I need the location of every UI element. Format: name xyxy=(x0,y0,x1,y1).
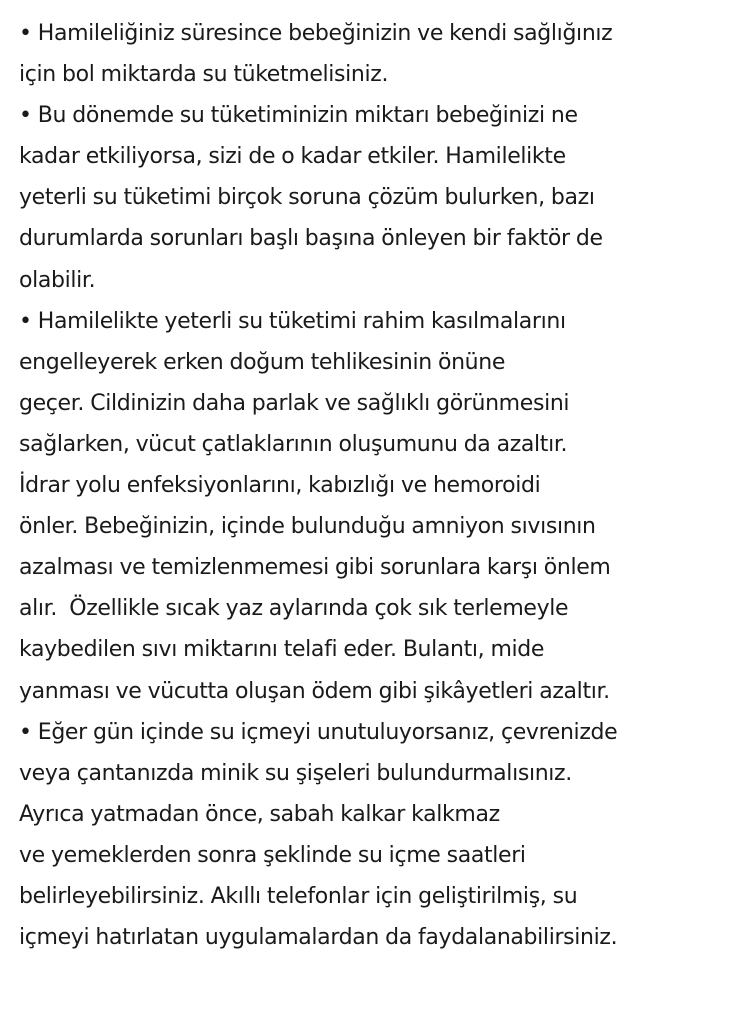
paragraph-2 xyxy=(19,95,739,300)
text-line: geçer. Cildinizin daha parlak ve sağlıklı görünmesini xyxy=(19,390,570,416)
text-line: belirleyebilirsiniz. Akıllı telefonlar için geliştirilmiş, su xyxy=(19,883,578,909)
text-line: engelleyerek erken doğum tehlikesinin önüne xyxy=(19,349,506,375)
paragraph-4 xyxy=(19,712,739,959)
text-line: kadar etkiliyorsa, sizi de o kadar etkiler. Hamilelikte xyxy=(19,144,566,170)
paragraph-3 xyxy=(19,301,739,712)
text-line: ve yemeklerden sonra şeklinde su içme saatleri xyxy=(19,842,526,868)
paragraph-1 xyxy=(19,13,739,95)
text-line: • Bu dönemde su tüketiminizin miktarı bebeğinizi ne xyxy=(19,103,578,129)
text-line: yanması ve vücutta oluşan ödem gibi şikâyetleri azaltır. xyxy=(19,678,610,704)
text-line: Ayrıca yatmadan önce, sabah kalkar kalkmaz xyxy=(19,801,500,827)
document-text xyxy=(19,13,739,958)
text-line: kaybedilen sıvı miktarını telafi eder. Bulantı, mide xyxy=(19,637,545,663)
text-line: önler. Bebeğinizin, içinde bulunduğu amniyon sıvısının xyxy=(19,514,596,540)
text-line: İdrar yolu enfeksiyonlarını, kabızlığı ve hemoroidi xyxy=(19,473,541,499)
text-line: olabilir. xyxy=(19,267,96,293)
text-line: için bol miktarda su tüketmelisiniz. xyxy=(19,62,389,88)
text-line: alır. Özellikle sıcak yaz aylarında çok sık terlemeyle xyxy=(19,596,569,622)
text-line: veya çantanızda minik su şişeleri bulundurmalısınız. xyxy=(19,760,572,786)
text-line: • Hamileliğiniz süresince bebeğinizin ve kendi sağlığınız xyxy=(19,21,613,46)
text-line: • Hamilelikte yeterli su tüketimi rahim kasılmalarını xyxy=(19,308,566,334)
text-line: durumlarda sorunları başlı başına önleyen bir faktör de xyxy=(19,226,603,252)
text-line: azalması ve temizlenmemesi gibi sorunlara karşı önlem xyxy=(19,555,611,581)
text-line: sağlarken, vücut çatlaklarının oluşumunu da azaltır. xyxy=(19,431,568,457)
text-line: • Eğer gün içinde su içmeyi unutuluyorsanız, çevrenizde xyxy=(19,719,618,745)
text-line: yeterli su tüketimi birçok soruna çözüm bulurken, bazı xyxy=(19,185,595,211)
text-line: içmeyi hatırlatan uygulamalardan da faydalanabilirsiniz. xyxy=(19,925,618,951)
